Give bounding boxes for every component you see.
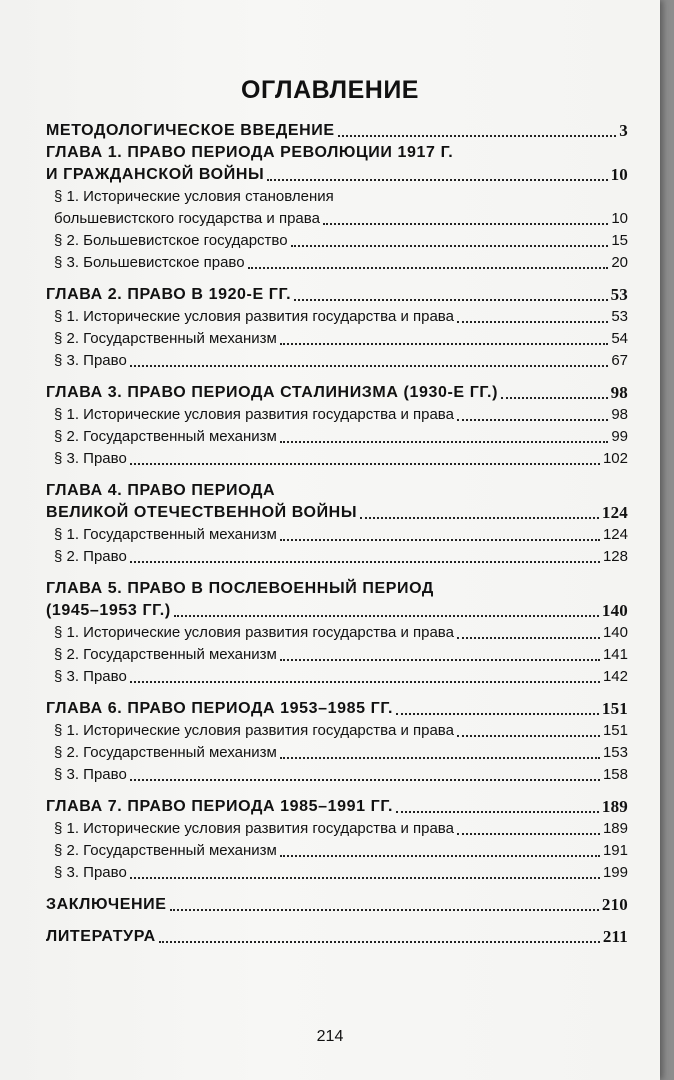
toc-entry-section (46, 208, 628, 230)
toc-entry-conclusion (46, 894, 628, 916)
toc-entry-label: § 1. Исторические условия развития государства и права (54, 308, 454, 325)
toc-entry-section (46, 546, 628, 568)
toc-entry-section (46, 306, 628, 328)
toc-entry-chapter (46, 164, 628, 186)
toc-chapter-1 (46, 142, 628, 274)
toc-entry-page: 141 (602, 646, 628, 663)
toc-entry-label: § 1. Государственный механизм (54, 526, 277, 543)
toc-entry-label: § 2. Государственный механизм (54, 428, 277, 445)
toc-entry-section (46, 426, 628, 448)
toc-chapter-3 (46, 382, 628, 470)
toc-entry-label: § 2. Государственный механизм (54, 744, 277, 761)
leader-dots (130, 779, 600, 781)
toc-entry-intro (46, 120, 628, 142)
toc-entry-page: 158 (602, 766, 628, 783)
leader-dots (174, 615, 599, 617)
toc-entry-page: 211 (602, 927, 628, 946)
toc-entry-page: 3 (619, 121, 628, 140)
toc-entry-page: 53 (610, 285, 628, 304)
toc-entry-label: ЛИТЕРАТУРА (46, 928, 156, 945)
table-of-contents (46, 120, 628, 948)
leader-dots (396, 811, 599, 813)
toc-entry-label: ГЛАВА 2. ПРАВО В 1920-Е ГГ. (46, 286, 292, 303)
leader-dots (130, 681, 600, 683)
toc-entry-page: 140 (602, 624, 628, 641)
page-number: 214 (316, 1028, 344, 1045)
toc-entry-page: 153 (602, 744, 628, 761)
toc-entry-page: 128 (602, 548, 628, 565)
toc-entry-page: 102 (602, 450, 628, 467)
leader-dots (457, 321, 608, 323)
toc-entry-page: 10 (610, 165, 628, 184)
leader-dots (267, 179, 607, 181)
toc-entry-page: 142 (602, 668, 628, 685)
toc-entry-label: § 2. Государственный механизм (54, 842, 277, 859)
toc-entry-section (46, 720, 628, 742)
toc-entry-label: § 1. Исторические условия развития государства и права (54, 406, 454, 423)
toc-entry-chapter (46, 502, 628, 524)
leader-dots (280, 539, 600, 541)
leader-dots (457, 833, 600, 835)
toc-entry-label: § 3. Право (54, 864, 127, 881)
toc-entry-label: § 3. Большевистское право (54, 254, 245, 271)
leader-dots (396, 713, 599, 715)
toc-chapter-5 (46, 578, 628, 688)
toc-entry-label: § 3. Право (54, 766, 127, 783)
toc-entry-page: 10 (611, 210, 628, 227)
toc-entry-page: 151 (602, 722, 628, 739)
leader-dots (360, 517, 599, 519)
toc-entry-page: 54 (611, 330, 628, 347)
toc-entry-label: § 2. Большевистское государство (54, 232, 288, 249)
toc-entry-chapter (46, 698, 628, 720)
toc-entry-section (46, 622, 628, 644)
toc-chapter-6 (46, 698, 628, 786)
toc-entry-section (46, 742, 628, 764)
toc-entry-section (46, 666, 628, 688)
leader-dots (501, 397, 608, 399)
leader-dots (457, 735, 600, 737)
toc-entry-section (46, 862, 628, 884)
leader-dots (280, 659, 600, 661)
leader-dots (280, 757, 600, 759)
toc-entry-label: § 3. Право (54, 450, 127, 467)
leader-dots (280, 855, 600, 857)
toc-entry-page: 140 (601, 601, 628, 620)
toc-chapter-4 (46, 480, 628, 568)
toc-entry-chapter (46, 382, 628, 404)
page-title: ОГЛАВЛЕНИЕ (241, 76, 419, 104)
toc-entry-section (46, 230, 628, 252)
toc-entry-page: 151 (601, 699, 628, 718)
leader-dots (291, 245, 609, 247)
toc-entry-section (46, 350, 628, 372)
leader-dots (130, 561, 600, 563)
leader-dots (338, 135, 617, 137)
toc-entry-label: § 3. Право (54, 668, 127, 685)
leader-dots (170, 909, 599, 911)
toc-entry-page: 189 (602, 820, 628, 837)
toc-entry-label: § 1. Исторические условия развития государства и права (54, 722, 454, 739)
leader-dots (280, 343, 608, 345)
leader-dots (159, 941, 600, 943)
leader-dots (457, 419, 608, 421)
toc-entry-page: 20 (611, 254, 628, 271)
toc-entry-section (46, 404, 628, 426)
leader-dots (130, 463, 600, 465)
toc-chapter-2 (46, 284, 628, 372)
toc-entry-label: § 2. Право (54, 548, 127, 565)
toc-entry-label: § 1. Исторические условия развития государства и права (54, 820, 454, 837)
chapter-title-line: ГЛАВА 4. ПРАВО ПЕРИОДА (46, 482, 276, 499)
toc-entry-label: ЗАКЛЮЧЕНИЕ (46, 896, 167, 913)
toc-entry-label: ГЛАВА 3. ПРАВО ПЕРИОДА СТАЛИНИЗМА (1930-Е ГГ.) (46, 384, 499, 401)
toc-entry-page: 98 (611, 406, 628, 423)
toc-entry-label: (1945–1953 ГГ.) (46, 602, 171, 619)
toc-entry-page: 53 (611, 308, 628, 325)
leader-dots (323, 223, 608, 225)
toc-chapter-7 (46, 796, 628, 884)
section-title-line: § 1. Исторические условия становления (54, 188, 334, 205)
toc-entry-section (46, 524, 628, 546)
toc-entry-page: 124 (601, 503, 628, 522)
toc-entry-label: § 2. Государственный механизм (54, 330, 277, 347)
toc-entry-page: 210 (601, 895, 628, 914)
leader-dots (280, 441, 608, 443)
toc-entry-section (46, 252, 628, 274)
toc-chapters (46, 142, 628, 884)
toc-entry-chapter (46, 796, 628, 818)
toc-entry-label: большевистского государства и права (54, 210, 320, 227)
chapter-title-line: ГЛАВА 1. ПРАВО ПЕРИОДА РЕВОЛЮЦИИ 1917 Г. (46, 144, 454, 161)
toc-entry-literature (46, 926, 628, 948)
toc-entry-chapter (46, 600, 628, 622)
toc-entry-label: И ГРАЖДАНСКОЙ ВОЙНЫ (46, 166, 265, 183)
toc-entry-chapter (46, 284, 628, 306)
toc-entry-section (46, 764, 628, 786)
toc-entry-label: § 3. Право (54, 352, 127, 369)
leader-dots (294, 299, 607, 301)
toc-entry-section (46, 840, 628, 862)
leader-dots (130, 365, 609, 367)
leader-dots (457, 637, 600, 639)
toc-entry-section (46, 818, 628, 840)
toc-entry-page: 191 (602, 842, 628, 859)
toc-entry-section (46, 644, 628, 666)
toc-entry-page: 189 (601, 797, 628, 816)
toc-entry-page: 15 (611, 232, 628, 249)
toc-entry-page: 124 (602, 526, 628, 543)
toc-entry-section (46, 328, 628, 350)
leader-dots (248, 267, 609, 269)
toc-entry-section (46, 448, 628, 470)
toc-entry-label: ГЛАВА 7. ПРАВО ПЕРИОДА 1985–1991 ГГ. (46, 798, 394, 815)
leader-dots (130, 877, 600, 879)
toc-entry-label: МЕТОДОЛОГИЧЕСКОЕ ВВЕДЕНИЕ (46, 122, 335, 139)
toc-entry-page: 99 (611, 428, 628, 445)
toc-entry-label: ВЕЛИКОЙ ОТЕЧЕСТВЕННОЙ ВОЙНЫ (46, 504, 358, 521)
toc-entry-label: § 2. Государственный механизм (54, 646, 277, 663)
toc-entry-label: ГЛАВА 6. ПРАВО ПЕРИОДА 1953–1985 ГГ. (46, 700, 394, 717)
toc-entry-label: § 1. Исторические условия развития государства и права (54, 624, 454, 641)
toc-entry-page: 67 (611, 352, 628, 369)
toc-entry-page: 98 (610, 383, 628, 402)
toc-entry-page: 199 (602, 864, 628, 881)
chapter-title-line: ГЛАВА 5. ПРАВО В ПОСЛЕВОЕННЫЙ ПЕРИОД (46, 580, 434, 597)
toc-intro (46, 120, 628, 142)
